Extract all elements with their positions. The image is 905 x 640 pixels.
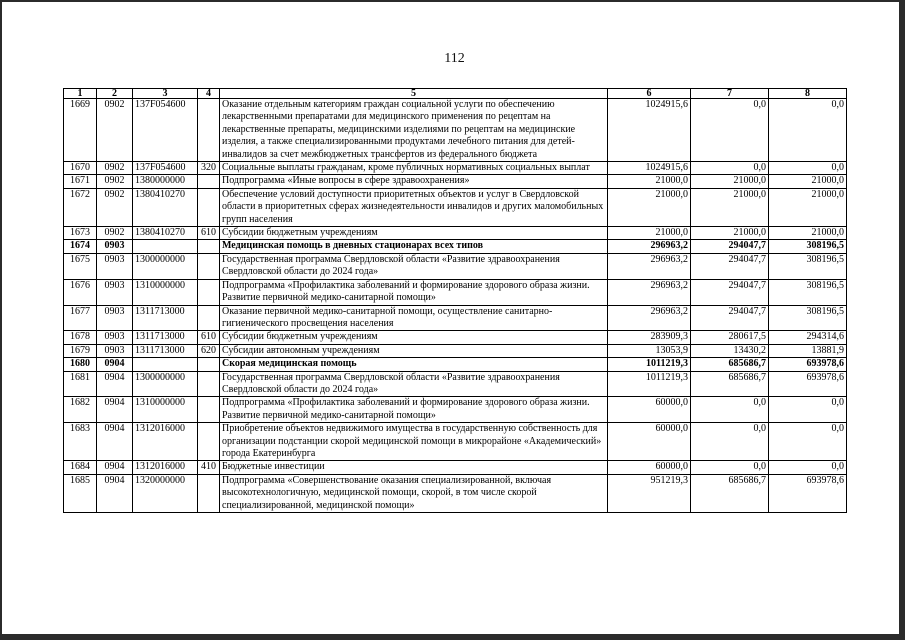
amount-col-7: 294047,7 bbox=[691, 305, 769, 331]
expense-type-code: 320 bbox=[198, 162, 220, 175]
amount-col-8: 308196,5 bbox=[769, 240, 847, 253]
amount-col-7: 21000,0 bbox=[691, 175, 769, 188]
amount-col-6: 1011219,3 bbox=[608, 358, 691, 371]
amount-col-8: 693978,6 bbox=[769, 358, 847, 371]
amount-col-7: 0,0 bbox=[691, 423, 769, 461]
header-col-3: 3 bbox=[133, 89, 198, 99]
amount-col-7: 685686,7 bbox=[691, 371, 769, 397]
target-code: 1312016000 bbox=[133, 461, 198, 474]
row-number: 1669 bbox=[64, 99, 97, 162]
target-code: 137F054600 bbox=[133, 162, 198, 175]
document-page bbox=[2, 2, 899, 634]
amount-col-8: 294314,6 bbox=[769, 331, 847, 344]
target-code: 1311713000 bbox=[133, 344, 198, 357]
amount-col-6: 13053,9 bbox=[608, 344, 691, 357]
section-code: 0904 bbox=[97, 358, 133, 371]
row-description: Оказание отдельным категориям граждан социальной услуги по обеспечению лекарственными препаратами для медицинского применения по рецептам на лекарственные препараты, медицинскими изделиями по рецептам на медицинские изделия, а также специализированными продуктами лечебного питания для детей-инвалидов за счет межбюджетных трансфертов из федерального бюджета bbox=[220, 99, 608, 162]
table-row bbox=[64, 344, 847, 357]
row-description: Скорая медицинская помощь bbox=[220, 358, 608, 371]
row-number: 1672 bbox=[64, 188, 97, 226]
section-code: 0904 bbox=[97, 423, 133, 461]
amount-col-6: 60000,0 bbox=[608, 423, 691, 461]
row-number: 1682 bbox=[64, 397, 97, 423]
table-row bbox=[64, 99, 847, 162]
row-number: 1683 bbox=[64, 423, 97, 461]
header-col-8: 8 bbox=[769, 89, 847, 99]
row-number: 1678 bbox=[64, 331, 97, 344]
row-number: 1680 bbox=[64, 358, 97, 371]
target-code: 1310000000 bbox=[133, 397, 198, 423]
expense-type-code: 620 bbox=[198, 344, 220, 357]
expense-type-code: 610 bbox=[198, 331, 220, 344]
amount-col-6: 296963,2 bbox=[608, 240, 691, 253]
amount-col-7: 0,0 bbox=[691, 162, 769, 175]
table-row bbox=[64, 397, 847, 423]
row-description: Субсидии бюджетным учреждениям bbox=[220, 331, 608, 344]
amount-col-8: 21000,0 bbox=[769, 175, 847, 188]
target-code bbox=[133, 240, 198, 253]
amount-col-8: 21000,0 bbox=[769, 227, 847, 240]
table-row bbox=[64, 305, 847, 331]
amount-col-6: 1024915,6 bbox=[608, 162, 691, 175]
row-description: Приобретение объектов недвижимого имущества в государственную собственность для организации подстанции скорой медицинской помощи в микрорайоне «Академический» города Екатеринбурга bbox=[220, 423, 608, 461]
amount-col-6: 21000,0 bbox=[608, 188, 691, 226]
row-description: Субсидии бюджетным учреждениям bbox=[220, 227, 608, 240]
target-code: 1311713000 bbox=[133, 331, 198, 344]
row-description: Обеспечение условий доступности приоритетных объектов и услуг в Свердловской области в приоритетных сферах жизнедеятельности инвалидов и других маломобильных групп населения bbox=[220, 188, 608, 226]
expense-type-code: 610 bbox=[198, 227, 220, 240]
row-description: Подпрограмма «Совершенствование оказания специализированной, включая высокотехнологичную, медицинской помощи, скорой, в том числе скорой специализированной, медицинской помощи» bbox=[220, 474, 608, 512]
section-code: 0902 bbox=[97, 188, 133, 226]
amount-col-6: 60000,0 bbox=[608, 461, 691, 474]
amount-col-8: 308196,5 bbox=[769, 279, 847, 305]
amount-col-7: 21000,0 bbox=[691, 188, 769, 226]
expense-type-code bbox=[198, 397, 220, 423]
row-description: Бюджетные инвестиции bbox=[220, 461, 608, 474]
row-description: Социальные выплаты гражданам, кроме публичных нормативных социальных выплат bbox=[220, 162, 608, 175]
target-code: 1300000000 bbox=[133, 253, 198, 279]
amount-col-8: 308196,5 bbox=[769, 305, 847, 331]
row-description: Подпрограмма «Профилактика заболеваний и формирование здорового образа жизни. Развитие первичной медико-санитарной помощи» bbox=[220, 397, 608, 423]
target-code bbox=[133, 358, 198, 371]
table-body bbox=[64, 99, 847, 513]
target-code: 1380000000 bbox=[133, 175, 198, 188]
header-col-6: 6 bbox=[608, 89, 691, 99]
expense-type-code bbox=[198, 99, 220, 162]
amount-col-7: 294047,7 bbox=[691, 253, 769, 279]
table-row bbox=[64, 474, 847, 512]
amount-col-8: 0,0 bbox=[769, 461, 847, 474]
section-code: 0902 bbox=[97, 99, 133, 162]
expense-type-code bbox=[198, 279, 220, 305]
target-code: 1312016000 bbox=[133, 423, 198, 461]
table-row bbox=[64, 461, 847, 474]
section-code: 0903 bbox=[97, 305, 133, 331]
section-code: 0904 bbox=[97, 461, 133, 474]
amount-col-8: 13881,9 bbox=[769, 344, 847, 357]
section-code: 0904 bbox=[97, 397, 133, 423]
header-col-1: 1 bbox=[64, 89, 97, 99]
section-code: 0902 bbox=[97, 175, 133, 188]
amount-col-7: 294047,7 bbox=[691, 279, 769, 305]
row-number: 1670 bbox=[64, 162, 97, 175]
expense-type-code bbox=[198, 474, 220, 512]
amount-col-6: 951219,3 bbox=[608, 474, 691, 512]
expense-type-code bbox=[198, 305, 220, 331]
expense-type-code bbox=[198, 240, 220, 253]
section-code: 0904 bbox=[97, 371, 133, 397]
amount-col-8: 308196,5 bbox=[769, 253, 847, 279]
amount-col-6: 21000,0 bbox=[608, 175, 691, 188]
row-number: 1685 bbox=[64, 474, 97, 512]
amount-col-7: 685686,7 bbox=[691, 358, 769, 371]
row-number: 1671 bbox=[64, 175, 97, 188]
target-code: 1380410270 bbox=[133, 227, 198, 240]
amount-col-7: 280617,5 bbox=[691, 331, 769, 344]
table-row bbox=[64, 162, 847, 175]
table-row bbox=[64, 188, 847, 226]
page-number: 112 bbox=[444, 51, 465, 66]
amount-col-6: 296963,2 bbox=[608, 279, 691, 305]
expense-type-code bbox=[198, 188, 220, 226]
row-number: 1675 bbox=[64, 253, 97, 279]
target-code: 1300000000 bbox=[133, 371, 198, 397]
section-code: 0902 bbox=[97, 227, 133, 240]
amount-col-6: 60000,0 bbox=[608, 397, 691, 423]
amount-col-8: 693978,6 bbox=[769, 474, 847, 512]
expense-type-code bbox=[198, 371, 220, 397]
table-row bbox=[64, 279, 847, 305]
amount-col-7: 0,0 bbox=[691, 99, 769, 162]
header-col-4: 4 bbox=[198, 89, 220, 99]
section-code: 0902 bbox=[97, 162, 133, 175]
expense-type-code bbox=[198, 358, 220, 371]
table-row bbox=[64, 253, 847, 279]
section-code: 0903 bbox=[97, 344, 133, 357]
budget-table bbox=[63, 88, 847, 513]
table-row bbox=[64, 371, 847, 397]
section-code: 0903 bbox=[97, 253, 133, 279]
expense-type-code bbox=[198, 175, 220, 188]
row-number: 1679 bbox=[64, 344, 97, 357]
row-description: Оказание первичной медико-санитарной помощи, осуществление санитарно-гигиенического просвещения населения bbox=[220, 305, 608, 331]
amount-col-7: 0,0 bbox=[691, 397, 769, 423]
row-description: Государственная программа Свердловской области «Развитие здравоохранения Свердловской области до 2024 года» bbox=[220, 371, 608, 397]
amount-col-8: 21000,0 bbox=[769, 188, 847, 226]
amount-col-7: 21000,0 bbox=[691, 227, 769, 240]
table-row bbox=[64, 227, 847, 240]
target-code: 1310000000 bbox=[133, 279, 198, 305]
target-code: 1311713000 bbox=[133, 305, 198, 331]
row-number: 1673 bbox=[64, 227, 97, 240]
amount-col-8: 0,0 bbox=[769, 99, 847, 162]
row-number: 1674 bbox=[64, 240, 97, 253]
row-description: Государственная программа Свердловской области «Развитие здравоохранения Свердловской области до 2024 года» bbox=[220, 253, 608, 279]
table-row bbox=[64, 331, 847, 344]
row-number: 1684 bbox=[64, 461, 97, 474]
amount-col-8: 0,0 bbox=[769, 397, 847, 423]
row-number: 1676 bbox=[64, 279, 97, 305]
row-description: Подпрограмма «Профилактика заболеваний и формирование здорового образа жизни. Развитие первичной медико-санитарной помощи» bbox=[220, 279, 608, 305]
amount-col-8: 693978,6 bbox=[769, 371, 847, 397]
section-code: 0903 bbox=[97, 240, 133, 253]
amount-col-8: 0,0 bbox=[769, 423, 847, 461]
row-description: Субсидии автономным учреждениям bbox=[220, 344, 608, 357]
amount-col-6: 21000,0 bbox=[608, 227, 691, 240]
section-code: 0904 bbox=[97, 474, 133, 512]
expense-type-code: 410 bbox=[198, 461, 220, 474]
section-code: 0903 bbox=[97, 331, 133, 344]
amount-col-7: 0,0 bbox=[691, 461, 769, 474]
row-number: 1681 bbox=[64, 371, 97, 397]
header-col-5: 5 bbox=[220, 89, 608, 99]
target-code: 1320000000 bbox=[133, 474, 198, 512]
target-code: 137F054600 bbox=[133, 99, 198, 162]
table-row bbox=[64, 423, 847, 461]
amount-col-6: 296963,2 bbox=[608, 305, 691, 331]
amount-col-8: 0,0 bbox=[769, 162, 847, 175]
amount-col-6: 296963,2 bbox=[608, 253, 691, 279]
amount-col-7: 13430,2 bbox=[691, 344, 769, 357]
target-code: 1380410270 bbox=[133, 188, 198, 226]
amount-col-7: 685686,7 bbox=[691, 474, 769, 512]
row-number: 1677 bbox=[64, 305, 97, 331]
section-code: 0903 bbox=[97, 279, 133, 305]
table-row bbox=[64, 358, 847, 371]
amount-col-6: 1011219,3 bbox=[608, 371, 691, 397]
expense-type-code bbox=[198, 253, 220, 279]
table-header-row bbox=[64, 89, 847, 99]
amount-col-6: 1024915,6 bbox=[608, 99, 691, 162]
header-col-2: 2 bbox=[97, 89, 133, 99]
amount-col-6: 283909,3 bbox=[608, 331, 691, 344]
row-description: Подпрограмма «Иные вопросы в сфере здравоохранения» bbox=[220, 175, 608, 188]
expense-type-code bbox=[198, 423, 220, 461]
amount-col-7: 294047,7 bbox=[691, 240, 769, 253]
table-row bbox=[64, 240, 847, 253]
row-description: Медицинская помощь в дневных стационарах всех типов bbox=[220, 240, 608, 253]
header-col-7: 7 bbox=[691, 89, 769, 99]
table-row bbox=[64, 175, 847, 188]
